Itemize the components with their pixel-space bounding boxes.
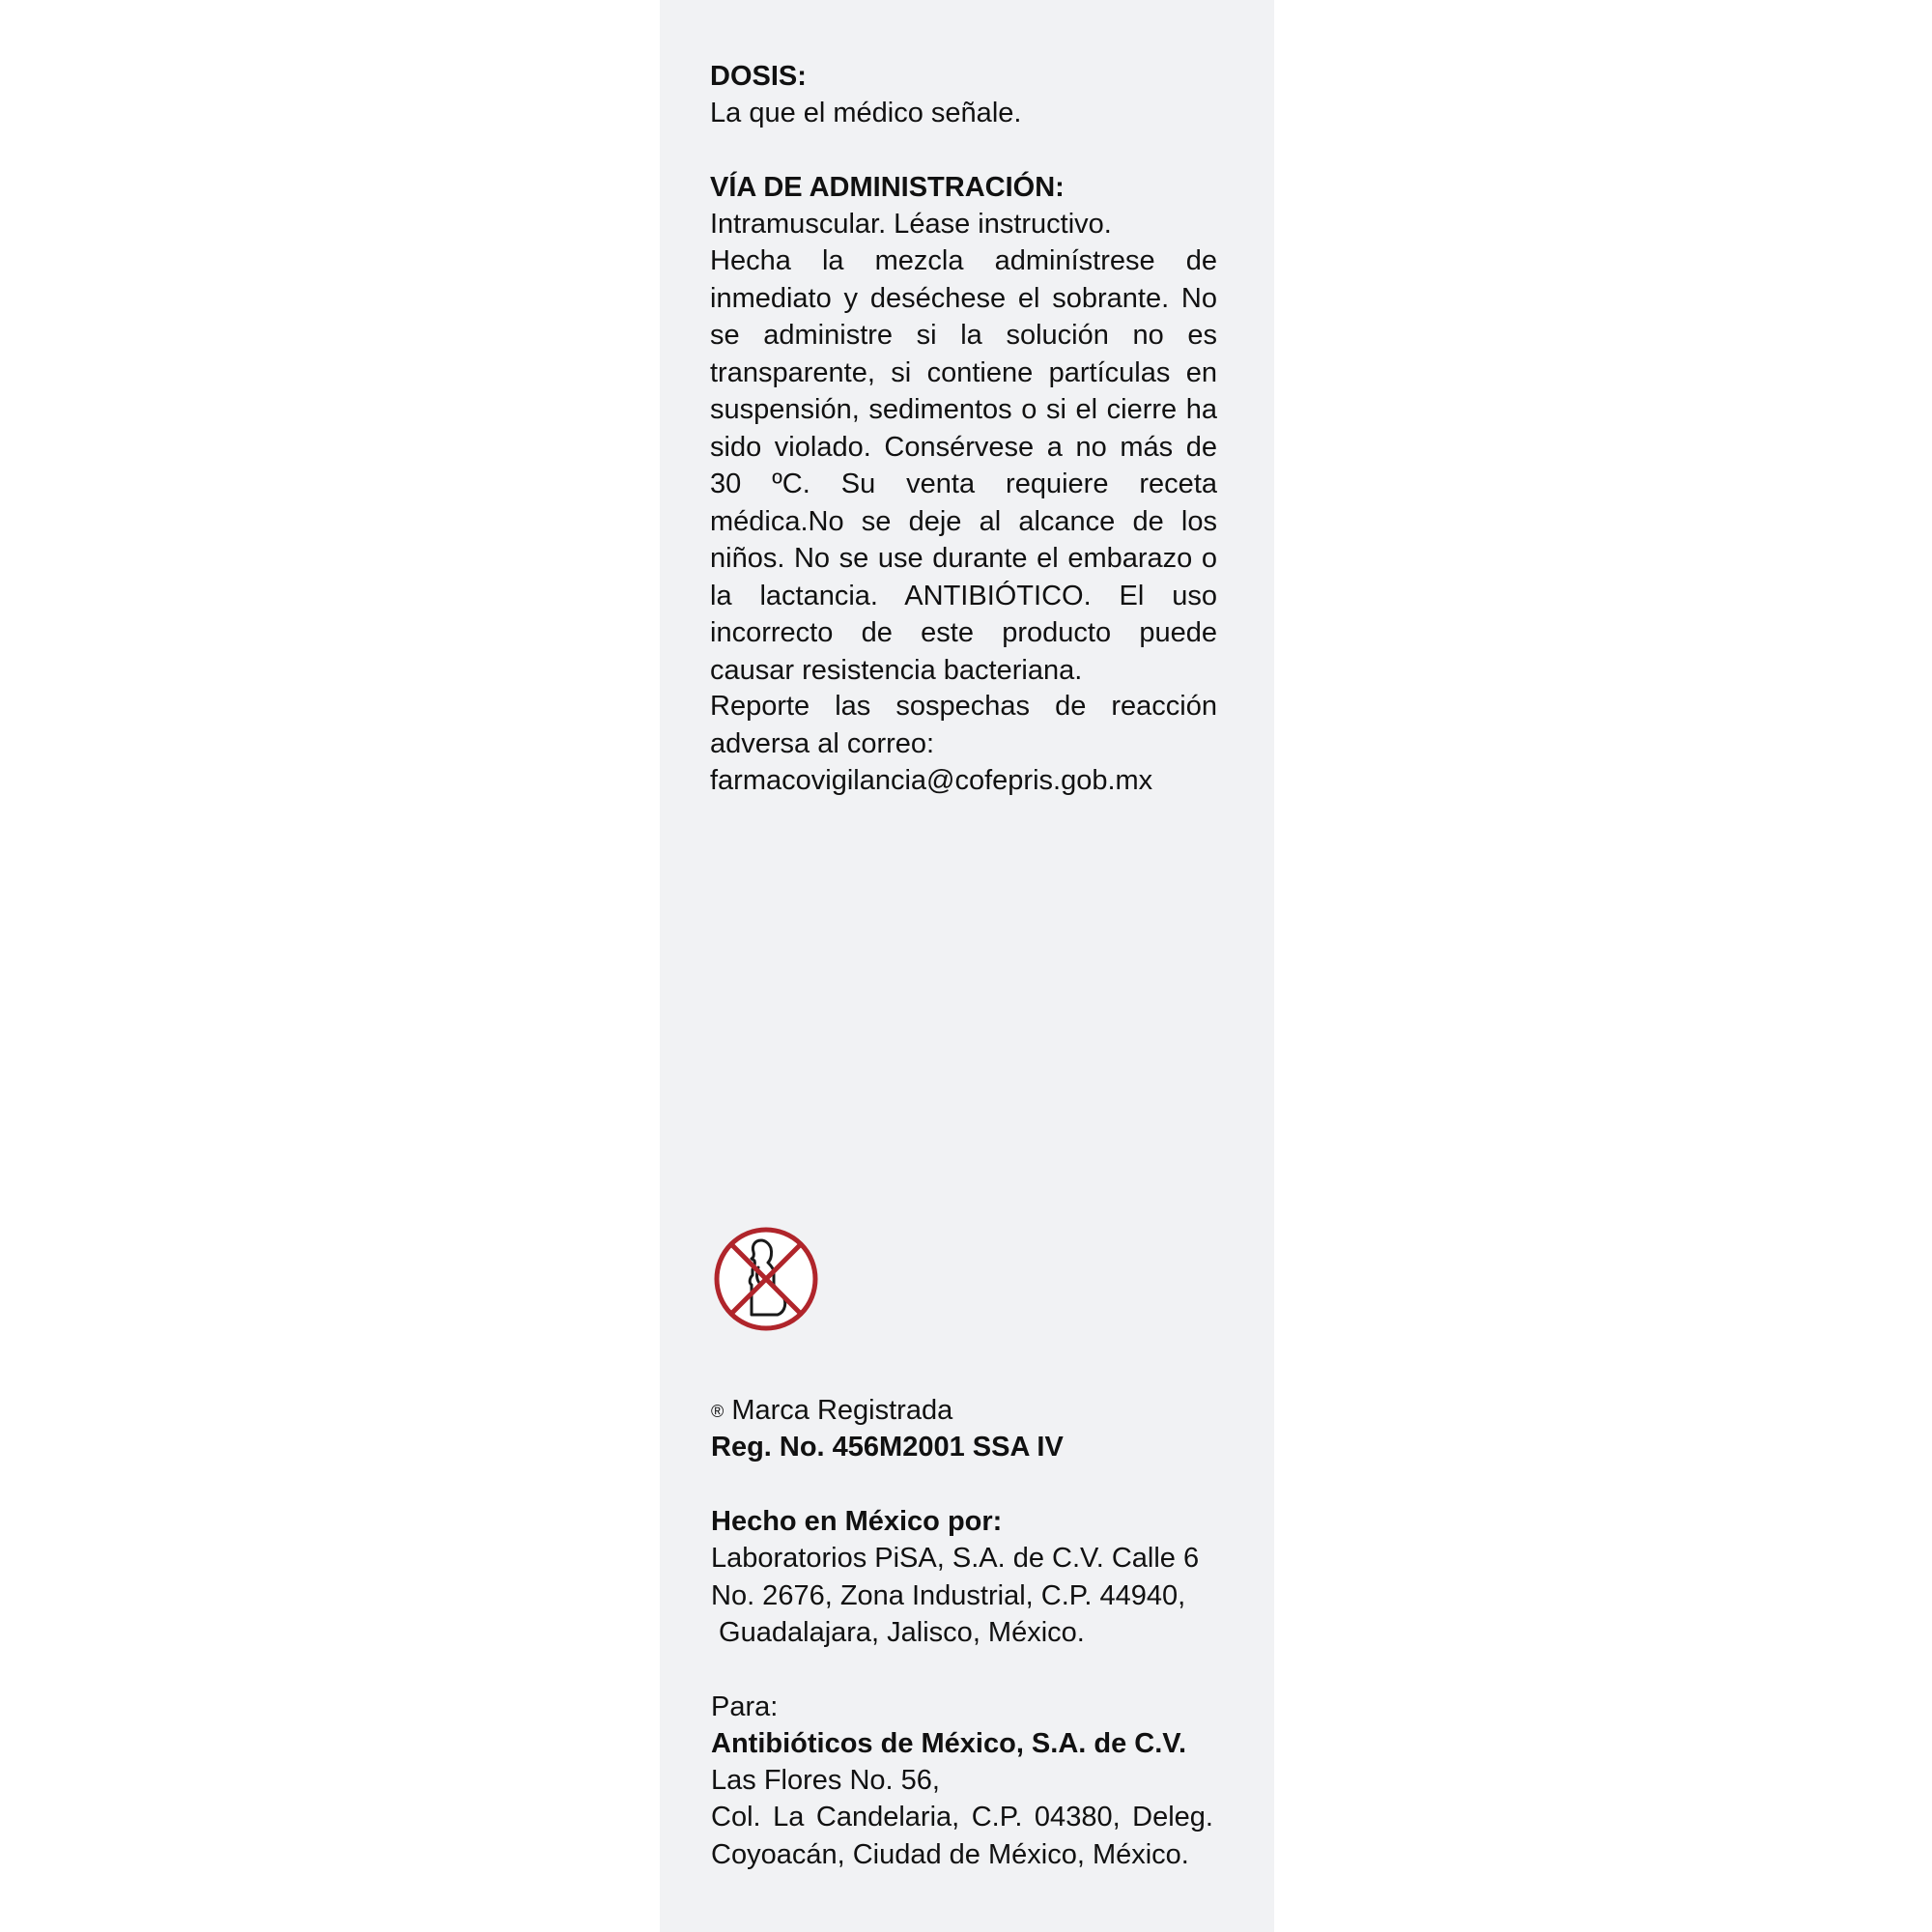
distribuidor-address2: Col. La Candelaria, C.P. 04380, Deleg. Coyoacán, Ciudad de México, México.: [711, 1802, 1213, 1870]
marca-registrada: [711, 1392, 1233, 1431]
report-email[interactable]: farmacovigilancia@cofepris.gob.mx: [710, 765, 1153, 796]
via-line1: Intramuscular. Léase instructivo.: [710, 209, 1112, 240]
distribuidor-address1: Las Flores No. 56,: [711, 1765, 940, 1796]
via-body: Hecha la mezcla adminístrese de inmediato y deséchese el sobrante. No se administre si la solución no es transparente, si contiene partículas en suspensión, sedimentos o si el cierre ha sido violado. Consérvese a no más de 30 ºC. Su venta requiere receta médica.No se deje al alcance de los niños. No se use durante el embarazo o la lactancia. ANTIBIÓTICO. El uso incorrecto de este producto puede causar resistencia bacteriana.: [710, 245, 1217, 686]
fabricante-heading: Hecho en México por:: [711, 1506, 1003, 1537]
reg-number: Reg. No. 456M2001 SSA IV: [711, 1432, 1064, 1463]
fabricante-line: Laboratorios PiSA, S.A. de C.V. Calle 6: [711, 1543, 1200, 1574]
registered-symbol: ®: [711, 1402, 724, 1421]
dosis-heading: DOSIS:: [710, 61, 807, 92]
para-label: Para:: [711, 1691, 779, 1722]
dosis-text: La que el médico señale.: [710, 98, 1022, 128]
fabricante-line: No. 2676, Zona Industrial, C.P. 44940,: [711, 1579, 1186, 1611]
no-pregnancy-icon: [712, 1225, 820, 1333]
distribuidor-name: Antibióticos de México, S.A. de C.V.: [711, 1728, 1187, 1759]
label-panel: [660, 0, 1274, 1932]
fabricante-address: [711, 1540, 1233, 1652]
fabricante-line: Guadalajara, Jalisco, México.: [711, 1617, 1085, 1648]
via-heading: VÍA DE ADMINISTRACIÓN:: [710, 172, 1065, 203]
report-text: Reporte las sospechas de reacción adversa al correo:: [710, 691, 1217, 759]
marca-text: Marca Registrada: [731, 1395, 953, 1426]
